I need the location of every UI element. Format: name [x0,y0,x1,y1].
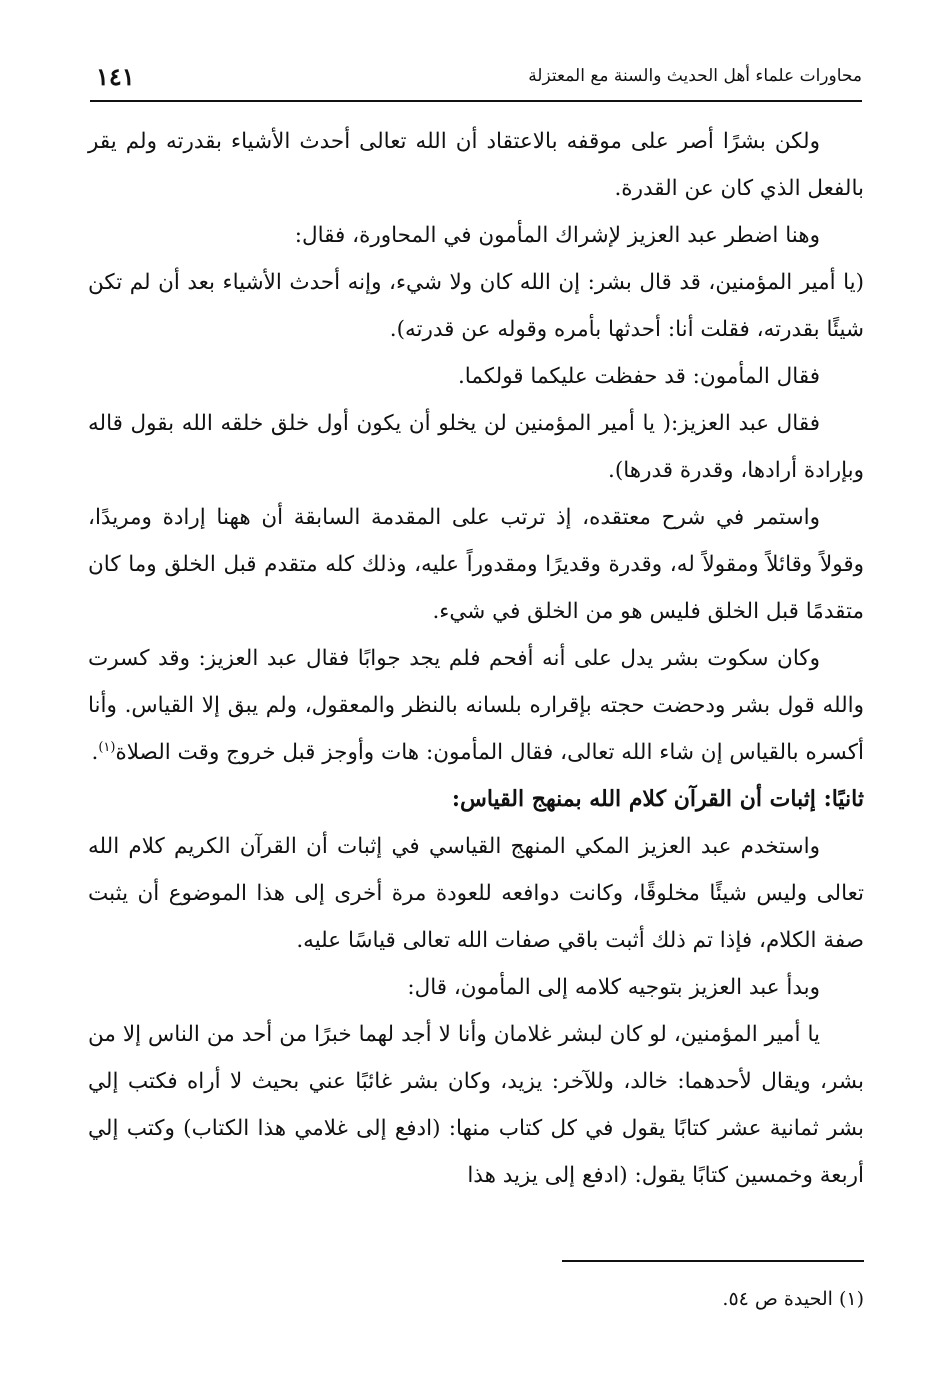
paragraph: ولكن بشرًا أصر على موقفه بالاعتقاد أن الله تعالى أحدث الأشياء بقدرته ولم يقر بالفعل الذي كان عن القدرة. [88,129,864,201]
paragraph: واستمر في شرح معتقده، إذ ترتب على المقدمة السابقة أن ههنا إرادة ومريدًا، وقولاً وقائلاً ومقولاً له، وقدرة وقديرًا ومقدوراً عليه، وذلك كله متقدم قبل الخلق وما كان متقدمًا قبل الخلق فليس هو من الخلق في شيء. [88,505,864,624]
paragraph-end: . [91,740,99,765]
paragraph: فقال المأمون: قد حفظت عليكما قولكما. [457,364,820,389]
paragraph: يا أمير المؤمنين، لو كان لبشر غلامان وأنا لا أجد لهما خبرًا من أحد من الناس إلا من بشر، ويقال لأحدهما: خالد، وللآخر: يزيد، وكان بشر غائبًا عني بحيث لا أراه فكتب إلي بشر ثمانية عشر كتابًا يقول في كل كتاب منها: (ادفع إلى غلامي هذا الكتاب) وكتب إلي أربعة وخمسين كتابًا يقول: (ادفع إلى يزيد هذا [88,1022,864,1188]
running-title: محاورات علماء أهل الحديث والسنة مع المعتزلة [528,66,862,86]
footnote-divider [562,1260,864,1262]
footnote-marker: (١) [98,739,116,755]
paragraph: واستخدم عبد العزيز المكي المنهج القياسي في إثبات أن القرآن الكريم كلام الله تعالى وليس شيئًا مخلوقًا، وكانت دوافعه للعودة مرة أخرى إلى هذا الموضوع أن يثبت صفة الكلام، فإذا تم ذلك أثبت باقي صفات الله تعالى قياسًا عليه. [88,834,864,953]
paragraph: وهنا اضطر عبد العزيز لإشراك المأمون في المحاورة، فقال: [294,223,820,248]
footnote: (١) الحيدة ص ٥٤. [722,1288,864,1310]
page-header [90,62,862,102]
header-divider [90,100,862,102]
paragraph-text: وكان سكوت بشر يدل على أنه أفحم فلم يجد جوابًا فقال عبد العزيز: وقد كسرت والله قول بشر ودحضت حجته بإقراره بلسانه بالنظر والمعقول، ولم يبق إلا القياس. وأنا أكسره بالقياس إن شاء الله تعالى، فقال المأمون: هات وأوجز قبل خروج وقت الصلاة [88,646,864,765]
paragraph: فقال عبد العزيز:( يا أمير المؤمنين لن يخلو أن يكون أول خلق خلقه الله بقول قاله وبإرادة أرادها، وقدرة قدرها). [88,411,864,483]
paragraph: وبدأ عبد العزيز بتوجيه كلامه إلى المأمون، قال: [407,975,820,1000]
quoted-paragraph: (يا أمير المؤمنين، قد قال بشر: إن الله كان ولا شيء، وإنه أحدث الأشياء بعد أن لم تكن شيئًا بقدرته، فقلت أنا: أحدثها بأمره وقوله عن قدرته). [88,270,864,342]
main-text [88,118,864,1199]
page-number: ١٤١ [96,62,135,91]
paragraph [88,635,864,776]
section-heading: ثانيًا: إثبات أن القرآن كلام الله بمنهج القياس: [451,786,864,812]
